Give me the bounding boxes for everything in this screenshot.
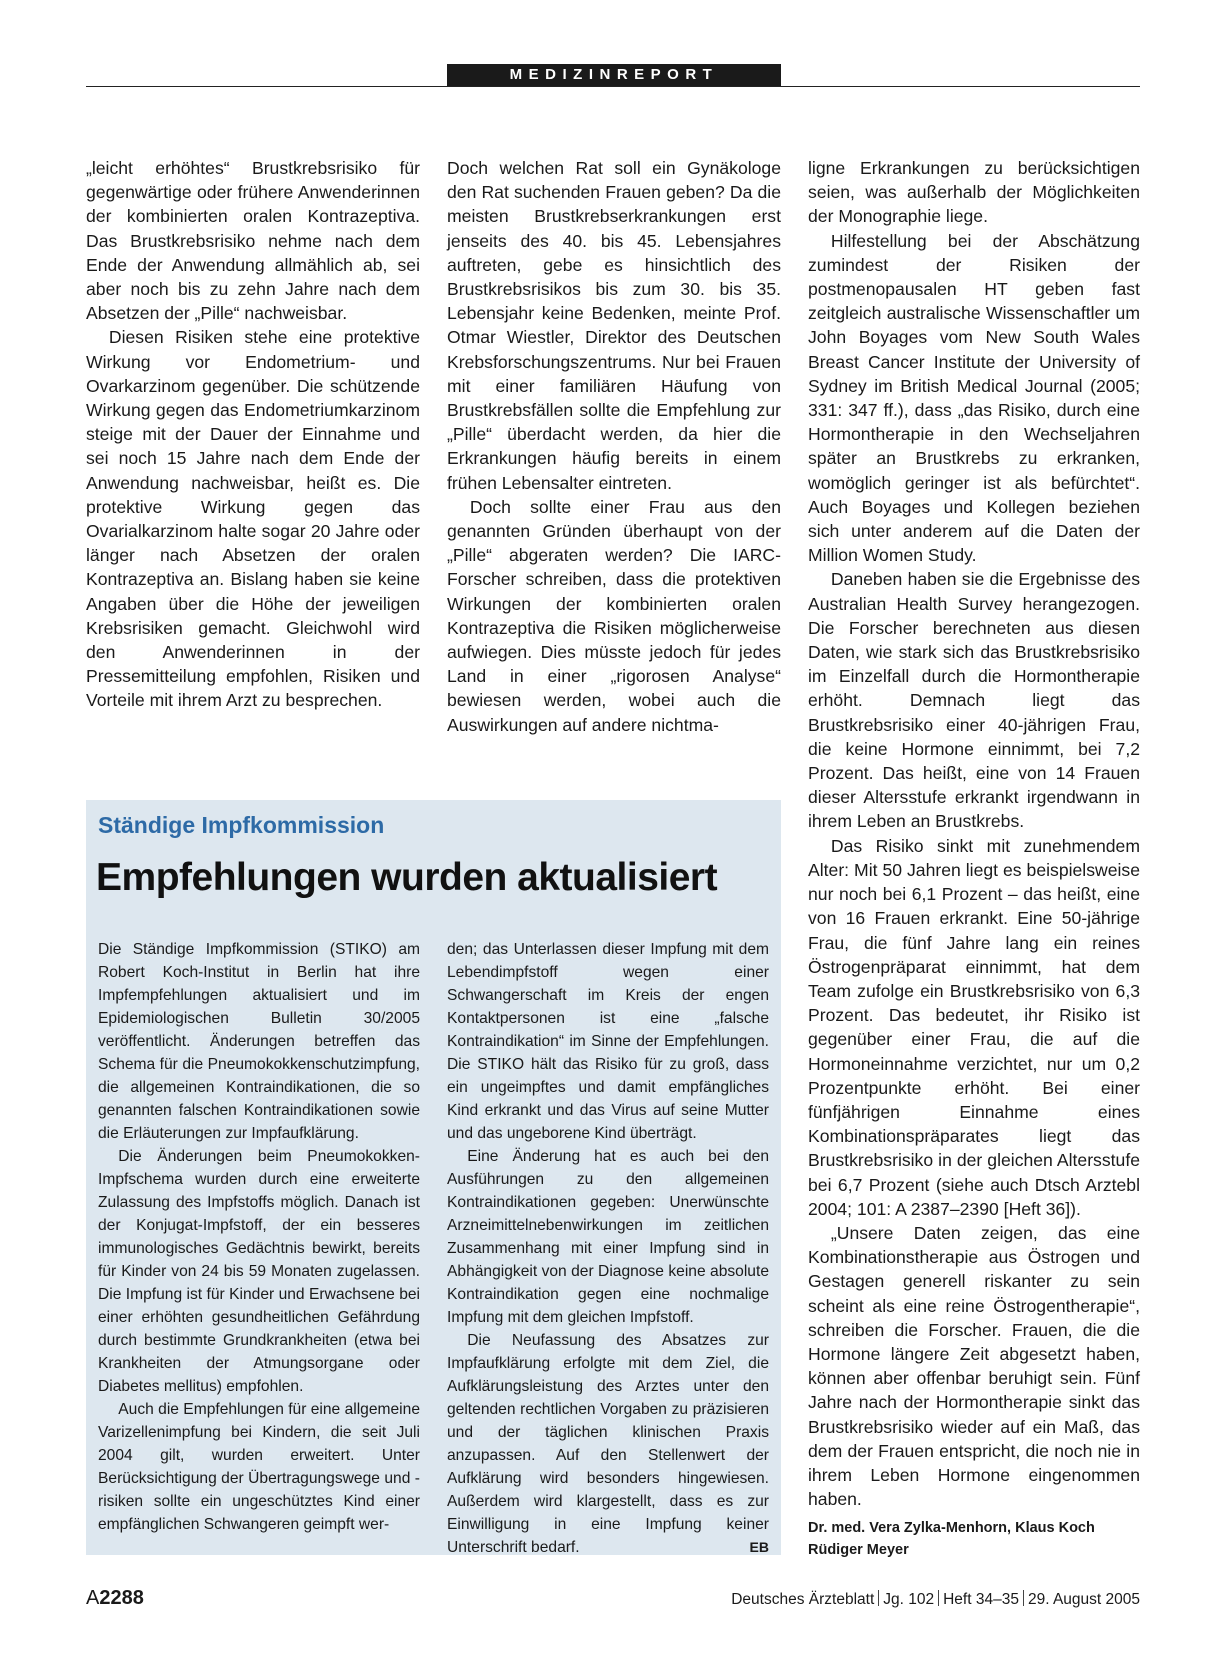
box-column-1 — [98, 938, 420, 1536]
divider — [1023, 1590, 1024, 1606]
paragraph: Diesen Risiken stehe eine protektive Wirkung vor Endometrium- und Ovarkarzinom gegenüber. Die schützende Wirkung gegen das Endometriumkarzinom steige mit der Dauer der Einnahme und sei noch 15 Jahre nach dem Ende der Anwendung nachweisbar, heißt es. Die protektive Wirkung gegen das Ovarialkarzinom halte sogar 20 Jahre oder länger nach Absetzen der oralen Kontrazeptiva an. Bislang haben sie keine Angaben über die Höhe der jeweiligen Krebsrisiken gemacht. Gleichwohl wird den Anwenderinnen in der Pressemitteilung empfohlen, Risiken und Vorteile mit ihrem Arzt zu besprechen. — [86, 327, 420, 711]
box-title: Empfehlungen wurden aktualisiert — [96, 856, 718, 899]
article-column-2 — [447, 156, 781, 737]
paragraph: Daneben haben sie die Ergebnisse des Australian Health Survey herangezogen. Die Forscher berechneten aus diesen Daten, wie stark sich das Brustkrebsrisiko im Einzelfall durch die Hormontherapie erhöht. Demnach liegt das Brustkrebsrisiko einer 40-jährigen Frau, die keine Hormone einnimmt, bei 7,2 Prozent. Das heißt, eine von 14 Frauen dieser Altersstufe erkrankt irgendwann in ihrem Leben an Brustkrebs. — [808, 569, 1140, 832]
divider — [938, 1590, 939, 1606]
paragraph: den; das Unterlassen dieser Impfung mit dem Lebendimpfstoff wegen einer Schwangerschaft im Kreis der engen Kontaktpersonen ist eine „falsche Kontraindikation“ im Sinne der Empfehlungen. Die STIKO hält das Risiko für zu groß, dass ein ungeimpftes und damit empfängliches Kind erkrankt und das Virus auf seine Mutter und das ungeborene Kind überträgt. — [447, 941, 769, 1142]
paragraph: Hilfestellung bei der Abschätzung zumindest der Risiken der postmenopausalen HT geben fast zeitgleich australische Wissenschaftler um John Boyages vom New South Wales Breast Cancer Institute der University of Sydney im British Medical Journal (2005; 331: 347 ff.), dass „das Risiko, durch eine Hormontherapie in den Wechseljahren später an Brustkrebs zu erkranken, womöglich geringer ist als befürchtet“. Auch Boyages und Kollegen beziehen sich unter anderem auf die Daten der Million Women Study. — [808, 230, 1140, 566]
journal-name: Deutsches Ärzteblatt — [731, 1591, 875, 1608]
paragraph: „leicht erhöhtes“ Brustkrebsrisiko für gegenwärtige oder frühere Anwenderinnen der kombinierten oralen Kontrazeptiva. Das Brustkrebsrisiko nehme nach dem Ende der Anwendung allmählich ab, sei aber noch bis zu zehn Jahre nach dem Absetzen der „Pille“ nachweisbar. — [86, 158, 420, 324]
paragraph: „Unsere Daten zeigen, das eine Kombinationstherapie aus Östrogen und Gestagen generell riskanter zu sein scheint als eine reine Östrogentherapie“, schreiben die Forscher. Frauen, die die Hormone längere Zeit abgesetzt haben, können aber offenbar beruhigt sein. Fünf Jahre nach der Hormontherapie sinkt das Brustkrebsrisiko wieder auf ein Maß, das dem der Frauen entspricht, die noch nie in ihrem Leben Hormone eingenommen haben. — [808, 1222, 1140, 1510]
paragraph: Die Änderungen beim Pneumokokken-Impfschema wurden durch eine erweiterte Zulassung des Impfstoffs möglich. Danach ist der Konjugat-Impfstoff, der ein besseres immunologisches Gedächtnis bewirkt, bereits für Kinder von 24 bis 59 Monaten zugelassen. Die Impfung ist für Kinder und Erwachsene bei einer erhöhten gesundheitlichen Gefährdung durch bestimmte Grundkrankheiten (etwa bei Krankheiten der Atmungsorgane oder Diabetes mellitus) empfohlen. — [98, 1148, 420, 1395]
header-rule — [86, 86, 1140, 87]
page-number — [86, 1587, 144, 1610]
article-column-3 — [808, 156, 1140, 1561]
article-column-1 — [86, 156, 420, 713]
box-column-2 — [447, 938, 769, 1559]
paragraph: Die Ständige Impfkommission (STIKO) am Robert Koch-Institut in Berlin hat ihre Impfempfehlungen aktualisiert und im Epidemiologischen Bulletin 30/2005 veröffentlicht. Änderungen betreffen das Schema für die Pneumokokkenschutzimpfung, die allgemeinen Kontraindikationen, die so genannten falschen Kontraindikationen sowie die Erläuterungen zur Impfaufklärung. — [98, 941, 420, 1142]
divider — [878, 1590, 879, 1606]
journal-info — [731, 1590, 1140, 1609]
journal-issue: Heft 34–35 — [943, 1591, 1019, 1608]
paragraph: Auch die Empfehlungen für eine allgemeine Varizellenimpfung bei Kindern, die seit Juli 2004 gilt, wurden erweitert. Unter Berücksichtigung der Übertragungswege und -risiken sollte ein ungeschütztes Kind einer empfänglichen Schwangeren geimpft wer- — [98, 1401, 420, 1533]
journal-date: 29. August 2005 — [1027, 1591, 1140, 1608]
section-tag: MEDIZINREPORT — [447, 64, 781, 86]
page-number-value: 2288 — [99, 1587, 144, 1609]
paragraph: Doch welchen Rat soll ein Gynäkologe den Rat suchenden Frauen geben? Da die meisten Brustkrebserkrankungen erst jenseits des 40. bis 45. Lebensjahres auftreten, gebe es hinsichtlich des Brustkrebsrisikos bis zum 30. bis 35. Lebensjahr keine Bedenken, meinte Prof. Otmar Wiestler, Direktor des Deutschen Krebsforschungszentrums. Nur bei Frauen mit einer familiären Häufung von Brustkrebsfällen sollte die Empfehlung zur „Pille“ überdacht werden, da hier die Erkrankungen häufig bereits in einem frühen Lebensalter eintreten. — [447, 158, 781, 493]
page-footer — [86, 1587, 1140, 1611]
byline-authors-2: Rüdiger Meyer — [808, 1542, 909, 1559]
byline — [808, 1517, 1140, 1561]
paragraph: Das Risiko sinkt mit zunehmendem Alter: Mit 50 Jahren liegt es beispielsweise nur noch bei 6,1 Prozent – das heißt, eine von 16 Frauen erkrankt. Eine 50-jährige Frau, die fünf Jahre lang ein reines Östrogenpräparat einnimmt, hat dem Team zufolge ein Brustkrebsrisiko von 6,3 Prozent. Das bedeutet, ihr Risiko ist gegenüber einer Frau, die auf die Hormoneinnahme verzichtet, nur um 0,2 Prozentpunkte erhöht. Bei einer fünfjährigen Einnahme eines Kombinationspräparates liegt das Brustkrebsrisiko in der gleichen Altersstufe bei 6,7 Prozent (siehe auch Dtsch Arztebl 2004; 101: A 2387–2390 [Heft 36]). — [808, 835, 1140, 1219]
byline-authors: Dr. med. Vera Zylka-Menhorn, Klaus Koch — [808, 1520, 1095, 1537]
paragraph — [447, 1329, 769, 1559]
journal-volume: Jg. 102 — [883, 1591, 935, 1608]
paragraph: ligne Erkrankungen zu berücksichtigen seien, was außerhalb der Möglichkeiten der Monographie liege. — [808, 158, 1140, 227]
box-signature: EB — [749, 1539, 769, 1555]
info-box — [86, 800, 781, 1555]
paragraph: Doch sollte einer Frau aus den genannten Gründen überhaupt von der „Pille“ abgeraten werden? Die IARC-Forscher schreiben, dass die protektiven Wirkungen der kombinierten oralen Kontrazeptiva die Risiken möglicherweise aufwiegen. Dies müsste jedoch für jedes Land in einer „rigorosen Analyse“ bewiesen werden, wobei auch die Auswirkungen auf andere nichtma- — [447, 496, 781, 735]
paragraph-text: Die Neufassung des Absatzes zur Impfaufklärung erfolgte mit dem Ziel, die Aufklärungsleistung des Arztes unter den geltenden rechtlichen Vorgaben zu präzisieren und der täglichen klinischen Praxis anzupassen. Auf den Stellenwert der Aufklärung wird besonders hingewiesen. Außerdem wird klargestellt, dass es zur Einwilligung in eine Impfung keiner Unterschrift bedarf. — [447, 1332, 769, 1556]
paragraph: Eine Änderung hat es auch bei den Ausführungen zu den allgemeinen Kontraindikationen gegeben: Unerwünschte Arzneimittelnebenwirkungen im zeitlichen Zusammenhang mit einer Impfung sind in Abhängigkeit von der Diagnose keine absolute Kontraindikation gegen eine nochmalige Impfung mit dem gleichen Impfstoff. — [447, 1148, 769, 1326]
box-kicker: Ständige Impfkommission — [98, 812, 385, 838]
page-prefix: A — [86, 1587, 100, 1609]
